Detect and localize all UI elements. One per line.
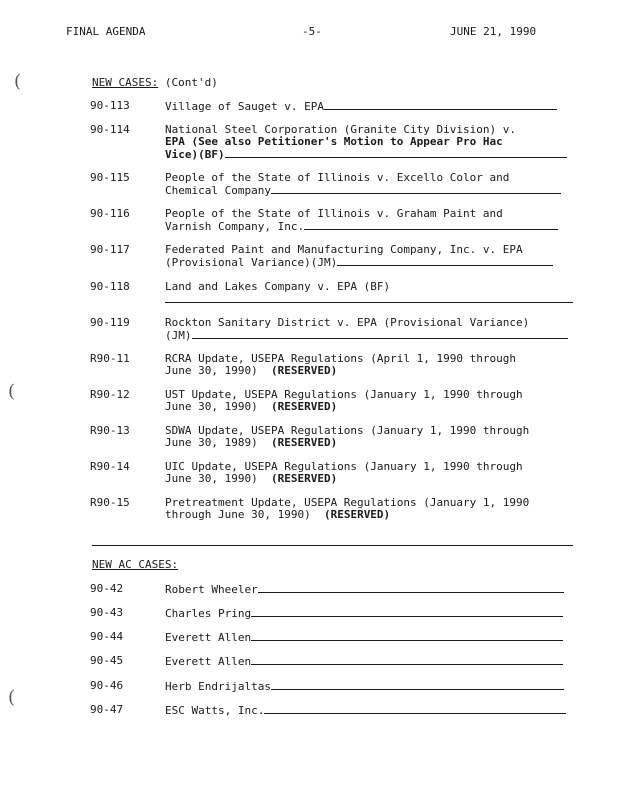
case-number: 90-42	[90, 582, 124, 595]
case-number: 90-47	[90, 703, 124, 716]
section-title-suffix: (Cont'd)	[164, 76, 218, 89]
fill-line	[251, 655, 563, 665]
fill-line	[251, 607, 563, 617]
case-title-line: June 30, 1990)	[165, 400, 258, 413]
case-title-line: UST Update, USEPA Regulations (January 1, 1990 through	[165, 388, 523, 401]
new-ac-cases-heading: NEW AC CASES:	[92, 558, 179, 571]
fill-line	[324, 100, 557, 110]
case-name: Everett Allen	[165, 655, 252, 668]
case-title-line: Chemical Company	[165, 184, 271, 197]
margin-mark: (	[14, 71, 22, 92]
fill-line	[271, 184, 561, 194]
header-left: FINAL AGENDA	[66, 25, 146, 38]
new-cases-heading	[92, 77, 218, 89]
case-title-line: National Steel Corporation (Granite City Division) v.	[165, 123, 516, 136]
case-title-line: RCRA Update, USEPA Regulations (April 1, 1990 through	[165, 352, 516, 365]
case-title-line: (Provisional Variance)(JM)	[165, 256, 338, 269]
reserved-tag: (RESERVED)	[323, 508, 391, 521]
reserved-tag: (RESERVED)	[270, 364, 338, 377]
margin-mark: (	[8, 687, 16, 708]
case-title-line: Vice)(BF)	[165, 148, 225, 161]
reserved-tag: (RESERVED)	[270, 436, 338, 449]
reserved-tag: (RESERVED)	[270, 400, 338, 413]
case-number: R90-12	[90, 388, 130, 401]
case-title-line: Federated Paint and Manufacturing Company, Inc. v. EPA	[165, 243, 523, 256]
fill-line	[192, 329, 568, 339]
reserved-tag: (RESERVED)	[270, 472, 338, 485]
case-name: Robert Wheeler	[165, 583, 258, 596]
fill-line	[304, 220, 558, 230]
case-title-line: June 30, 1990)	[165, 364, 258, 377]
fill-line	[165, 293, 573, 303]
case-name: Herb Endrijaltas	[165, 680, 271, 693]
fill-line	[337, 256, 553, 266]
case-number: 90-45	[90, 654, 124, 667]
fill-line	[225, 148, 567, 158]
case-number: 90-44	[90, 630, 124, 643]
case-title-line: June 30, 1989)	[165, 436, 258, 449]
case-number: R90-13	[90, 424, 130, 437]
case-title-line: EPA (See also Petitioner's Motion to Appear Pro Hac	[165, 135, 503, 148]
case-number: 90-116	[90, 207, 130, 220]
case-name: Everett Allen	[165, 631, 252, 644]
case-number: R90-15	[90, 496, 130, 509]
case-title-line: June 30, 1990)	[165, 472, 258, 485]
case-number: 90-46	[90, 679, 124, 692]
case-number: 90-115	[90, 171, 130, 184]
case-title: Village of Sauget v. EPA	[165, 100, 324, 113]
case-title-line: UIC Update, USEPA Regulations (January 1, 1990 through	[165, 460, 523, 473]
case-number: R90-11	[90, 352, 130, 365]
case-number: 90-119	[90, 316, 130, 329]
section-divider	[92, 545, 573, 546]
case-number: 90-114	[90, 123, 130, 136]
case-title-line: (JM)	[165, 329, 192, 342]
case-number: 90-43	[90, 606, 124, 619]
case-name: ESC Watts, Inc.	[165, 704, 265, 717]
case-number: 90-117	[90, 243, 130, 256]
case-number: 90-118	[90, 280, 130, 293]
case-number: R90-14	[90, 460, 130, 473]
case-title-line: People of the State of Illinois v. Graham Paint and	[165, 207, 503, 220]
fill-line	[264, 704, 566, 714]
case-name: Charles Pring	[165, 607, 252, 620]
fill-line	[258, 583, 564, 593]
case-number: 90-113	[90, 99, 130, 112]
section-title: NEW CASES:	[92, 76, 159, 89]
case-title-line: through June 30, 1990)	[165, 508, 311, 521]
fill-line	[271, 680, 564, 690]
header-date: JUNE 21, 1990	[450, 25, 537, 38]
case-title-line: Land and Lakes Company v. EPA (BF)	[165, 280, 391, 293]
case-title-line: People of the State of Illinois v. Excello Color and	[165, 171, 510, 184]
fill-line	[251, 631, 563, 641]
margin-mark: (	[8, 381, 16, 402]
page-number: -5-	[302, 25, 322, 38]
case-title-line: Varnish Company, Inc.	[165, 220, 305, 233]
case-title-line: Rockton Sanitary District v. EPA (Provisional Variance)	[165, 316, 530, 329]
case-title-line: Pretreatment Update, USEPA Regulations (January 1, 1990	[165, 496, 530, 509]
case-title-line: SDWA Update, USEPA Regulations (January 1, 1990 through	[165, 424, 530, 437]
